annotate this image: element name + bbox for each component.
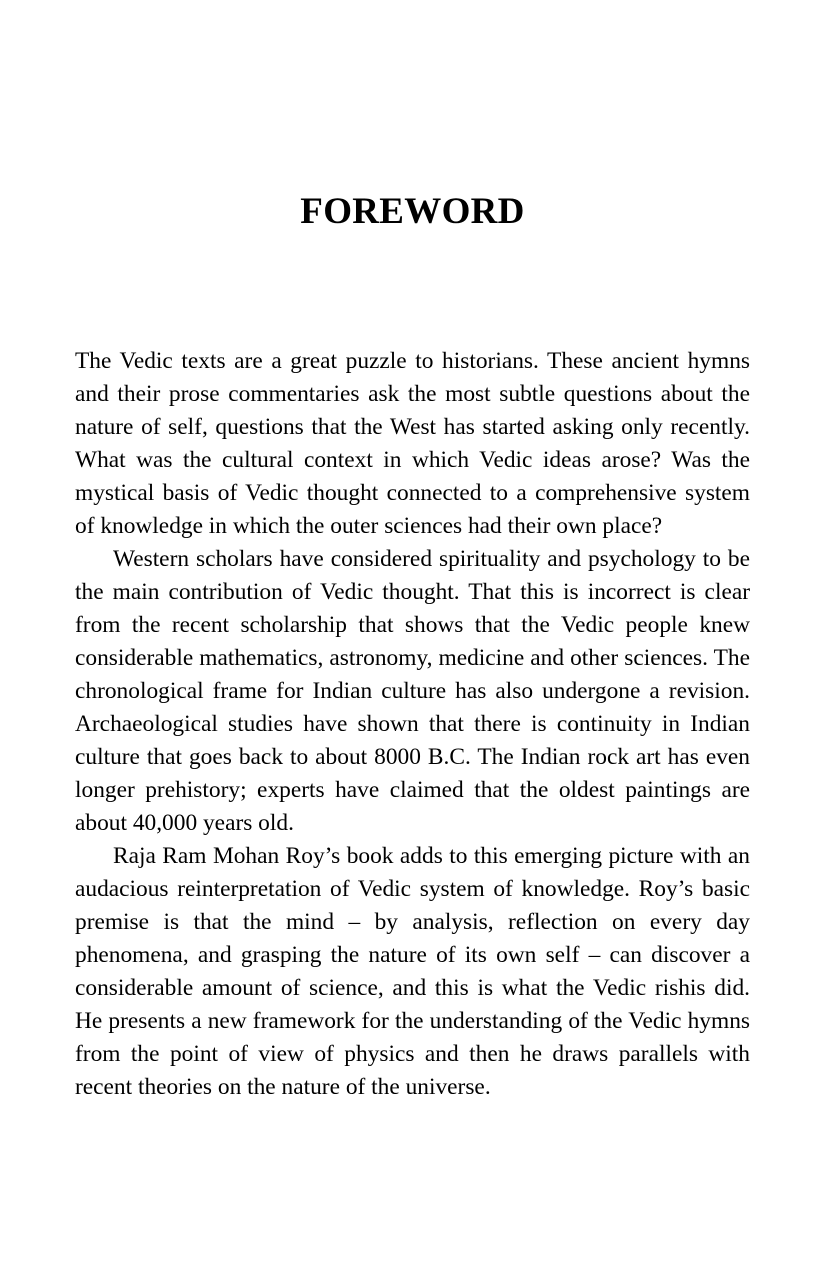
paragraph-1: The Vedic texts are a great puzzle to historians. These ancient hymns and their prose commentaries ask the most subtle questions about the nature of self, questions that the West has started asking only recently. What was the cultural context in which Vedic ideas arose? Was the mystical basis of Vedic thought connected to a comprehensive system of knowledge in which the outer sciences had their own place?	[75, 348, 750, 539]
page-title: FOREWORD	[300, 191, 525, 232]
paragraph-3: Raja Ram Mohan Roy’s book adds to this emerging picture with an audacious reinterpretation of Vedic system of knowledge. Roy’s basic premise is that the mind – by analysis, reflection on every day phenomena, and grasping the nature of its own self – can discover a considerable amount of science, and this is what the Vedic rishis did. He presents a new framework for the understanding of the Vedic hymns from the point of view of physics and then he draws parallels with recent theories on the nature of the universe.	[75, 843, 750, 1100]
foreword-body	[75, 345, 750, 1104]
paragraph-2: Western scholars have considered spirituality and psychology to be the main contribution of Vedic thought. That this is incorrect is clear from the recent scholarship that shows that the Vedic people knew considerable mathematics, astronomy, medicine and other sciences. The chronological frame for Indian culture has also undergone a revision. Archaeological studies have shown that there is continuity in Indian culture that goes back to about 8000 B.C. The Indian rock art has even longer prehistory; experts have claimed that the oldest paintings are about 40,000 years old.	[75, 546, 750, 836]
